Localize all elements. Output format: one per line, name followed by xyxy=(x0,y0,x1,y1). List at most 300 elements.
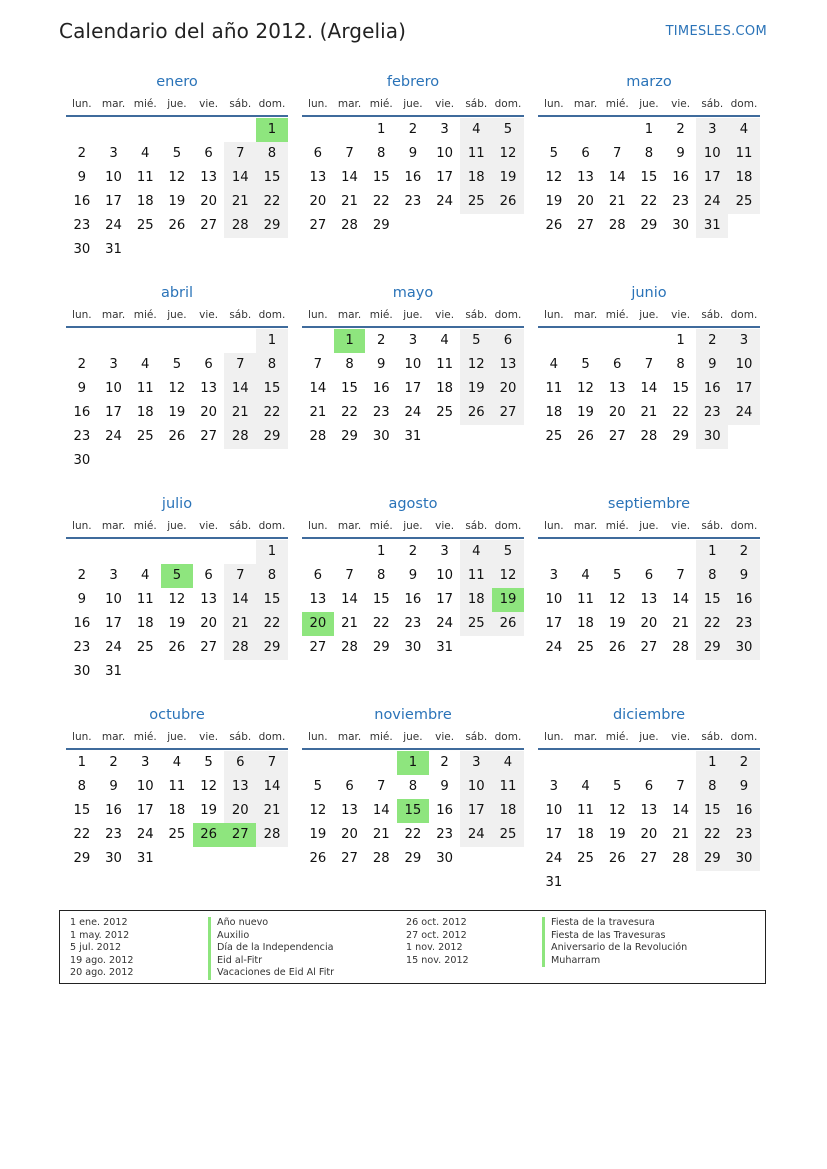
weekend-day-cell: 16 xyxy=(728,588,760,612)
day-cell: 11 xyxy=(545,381,563,396)
day-cell: 9 xyxy=(109,779,118,794)
day-cell: 10 xyxy=(436,568,453,583)
weekend-day-cell: 5 xyxy=(492,540,524,564)
week-row xyxy=(302,214,524,238)
day-cell: 8 xyxy=(377,146,386,161)
empty-day-cell xyxy=(492,425,524,449)
weekday-label: mar. xyxy=(337,731,362,743)
day-cell: 24 xyxy=(545,851,563,866)
weekday-label: mié. xyxy=(133,98,157,110)
month-name: febrero xyxy=(386,74,440,90)
day-cell: 11 xyxy=(136,592,154,607)
day-cell: 18 xyxy=(577,827,594,842)
day-cell: 28 xyxy=(608,218,626,233)
site-link[interactable]: TIMESLES.COM xyxy=(665,24,767,39)
day-cell: 29 xyxy=(640,218,658,233)
day-cell: 15 xyxy=(372,170,390,185)
day-cell: 29 xyxy=(672,429,689,444)
empty-day-cell xyxy=(728,871,760,895)
day-cell: 6 xyxy=(313,146,323,161)
weekday-label: dom. xyxy=(494,98,522,110)
empty-day-cell xyxy=(633,329,665,353)
day-cell: 5 xyxy=(172,146,182,161)
day-cell: 19 xyxy=(168,405,186,420)
week-row xyxy=(538,847,760,871)
month-enero xyxy=(66,72,288,262)
empty-day-cell xyxy=(161,329,193,353)
empty-day-cell xyxy=(302,329,334,353)
weekend-day-cell: 22 xyxy=(696,612,728,636)
day-cell: 13 xyxy=(341,803,358,818)
weekend-day-cell: 28 xyxy=(256,823,288,847)
day-cell: 23 xyxy=(73,429,91,444)
day-cell: 26 xyxy=(545,218,563,233)
month-name: octubre xyxy=(149,707,205,723)
weekday-label: mar. xyxy=(337,309,362,321)
weekend-day-cell: 6 xyxy=(492,329,524,353)
week-row xyxy=(66,214,288,238)
day-cell: 16 xyxy=(372,381,390,396)
week-row xyxy=(302,377,524,401)
weekday-label: dom. xyxy=(494,309,522,321)
day-cell: 28 xyxy=(372,851,390,866)
day-cell: 21 xyxy=(608,194,626,209)
day-cell: 1 xyxy=(377,544,386,559)
day-cell: 14 xyxy=(672,803,689,818)
day-cell: 19 xyxy=(608,616,626,631)
day-cell: 6 xyxy=(644,568,654,583)
day-cell: 5 xyxy=(613,568,622,583)
week-row xyxy=(302,401,524,425)
month-name: marzo xyxy=(626,74,672,90)
week-row xyxy=(66,540,288,564)
day-cell: 23 xyxy=(372,405,390,420)
day-cell: 22 xyxy=(672,405,689,420)
weekday-header xyxy=(302,93,524,117)
empty-day-cell xyxy=(224,660,256,684)
empty-day-cell xyxy=(129,238,161,262)
legend-entry: Muharram xyxy=(542,955,687,968)
weekday-label: mar. xyxy=(573,98,598,110)
day-cell: 30 xyxy=(73,664,91,679)
legend-entry: Aniversario de la Revolución xyxy=(542,942,687,955)
weekend-day-cell: 4 xyxy=(460,118,492,142)
day-cell: 28 xyxy=(341,218,358,233)
empty-day-cell xyxy=(633,540,665,564)
empty-day-cell xyxy=(334,751,366,775)
weekday-label: mié. xyxy=(369,731,393,743)
day-cell: 29 xyxy=(73,851,91,866)
day-cell: 8 xyxy=(77,779,87,794)
weekday-label: mié. xyxy=(369,98,393,110)
legend-entry: 26 oct. 2012 xyxy=(406,917,467,928)
day-cell: 2 xyxy=(109,755,118,770)
week-row xyxy=(538,636,760,660)
week-row xyxy=(66,775,288,799)
day-cell: 18 xyxy=(136,405,154,420)
weekend-day-cell: 29 xyxy=(696,636,728,660)
day-cell: 31 xyxy=(545,875,563,890)
day-cell: 4 xyxy=(141,146,150,161)
weekday-label: vie. xyxy=(671,520,691,532)
day-cell: 23 xyxy=(404,194,422,209)
day-cell: 23 xyxy=(672,194,689,209)
day-cell: 13 xyxy=(309,170,327,185)
day-cell: 9 xyxy=(676,146,685,161)
weekend-day-cell: 8 xyxy=(256,142,288,166)
day-cell: 31 xyxy=(105,242,122,257)
weekend-day-cell: 24 xyxy=(728,401,760,425)
empty-day-cell xyxy=(302,540,334,564)
weekday-label: dom. xyxy=(258,309,286,321)
day-cell: 9 xyxy=(77,170,87,185)
legend-entry: Auxilio xyxy=(208,930,334,943)
day-cell: 10 xyxy=(105,170,122,185)
day-cell: 2 xyxy=(408,122,418,137)
legend-dates-col1 xyxy=(70,917,133,980)
day-cell: 27 xyxy=(309,218,327,233)
day-cell: 2 xyxy=(440,755,449,770)
day-cell: 8 xyxy=(408,779,418,794)
day-cell: 21 xyxy=(372,827,390,842)
weekday-label: mié. xyxy=(133,520,157,532)
weekend-day-cell: 14 xyxy=(224,377,256,401)
weekend-day-cell: 25 xyxy=(460,190,492,214)
weekday-header xyxy=(66,726,288,750)
weekday-label: jue. xyxy=(639,520,659,532)
day-cell: 15 xyxy=(341,381,358,396)
day-cell: 20 xyxy=(341,827,358,842)
day-cell: 28 xyxy=(672,851,689,866)
weekday-label: sáb. xyxy=(701,520,724,532)
weekend-day-cell: 7 xyxy=(224,142,256,166)
weekend-day-cell: 25 xyxy=(728,190,760,214)
empty-day-cell xyxy=(193,660,225,684)
day-cell: 4 xyxy=(581,568,590,583)
weekday-label: sáb. xyxy=(701,98,724,110)
empty-day-cell xyxy=(334,540,366,564)
day-cell: 7 xyxy=(676,568,685,583)
weekend-day-cell: 29 xyxy=(256,636,288,660)
empty-day-cell xyxy=(98,329,130,353)
day-cell: 20 xyxy=(200,616,217,631)
weekend-day-cell: 11 xyxy=(728,142,760,166)
month-diciembre xyxy=(538,705,760,895)
legend-entry: 15 nov. 2012 xyxy=(406,954,469,966)
weekday-label: mié. xyxy=(133,731,157,743)
day-cell: 7 xyxy=(613,146,622,161)
day-cell: 9 xyxy=(408,568,418,583)
day-cell: 12 xyxy=(608,803,626,818)
weekend-day-cell: 14 xyxy=(256,775,288,799)
empty-day-cell xyxy=(601,118,633,142)
empty-day-cell xyxy=(129,449,161,473)
day-cell: 3 xyxy=(109,357,118,372)
weekday-label: sáb. xyxy=(229,309,252,321)
weekday-label: mar. xyxy=(101,98,126,110)
day-cell: 8 xyxy=(644,146,654,161)
day-cell: 14 xyxy=(640,381,658,396)
week-row xyxy=(302,166,524,190)
day-cell: 30 xyxy=(436,851,453,866)
weekday-label: vie. xyxy=(671,309,691,321)
week-row xyxy=(66,401,288,425)
week-row xyxy=(538,353,760,377)
empty-day-cell xyxy=(570,118,602,142)
weekend-day-cell: 5 xyxy=(492,118,524,142)
weekday-label: dom. xyxy=(730,731,758,743)
holiday-day-cell: 5 xyxy=(161,564,193,588)
weekend-day-cell: 10 xyxy=(728,353,760,377)
day-cell: 21 xyxy=(341,194,358,209)
day-cell: 13 xyxy=(608,381,626,396)
day-cell: 22 xyxy=(372,616,390,631)
weekend-day-cell: 14 xyxy=(224,166,256,190)
weekend-day-cell: 20 xyxy=(224,799,256,823)
day-cell: 2 xyxy=(676,122,685,137)
day-cell: 15 xyxy=(640,170,658,185)
weekday-label: lun. xyxy=(544,731,564,743)
day-cell: 9 xyxy=(408,146,418,161)
day-cell: 31 xyxy=(404,429,422,444)
day-cell: 10 xyxy=(545,592,563,607)
day-cell: 6 xyxy=(644,779,654,794)
weekend-day-cell: 23 xyxy=(696,401,728,425)
weekend-day-cell: 12 xyxy=(460,353,492,377)
day-cell: 20 xyxy=(200,405,217,420)
holiday-day-cell: 26 xyxy=(193,823,225,847)
day-cell: 25 xyxy=(436,405,453,420)
holiday-day-cell: 1 xyxy=(334,329,366,353)
weekend-day-cell: 17 xyxy=(696,166,728,190)
day-cell: 1 xyxy=(676,333,685,348)
empty-day-cell xyxy=(129,660,161,684)
month-name: junio xyxy=(631,285,667,301)
day-cell: 16 xyxy=(73,616,91,631)
week-row xyxy=(302,190,524,214)
day-cell: 1 xyxy=(77,755,87,770)
weekend-day-cell: 19 xyxy=(460,377,492,401)
weekend-day-cell: 30 xyxy=(728,847,760,871)
day-cell: 11 xyxy=(577,592,594,607)
empty-day-cell xyxy=(224,118,256,142)
weekday-label: vie. xyxy=(199,98,219,110)
weekend-day-cell: 15 xyxy=(256,166,288,190)
weekend-day-cell: 12 xyxy=(492,564,524,588)
day-cell: 6 xyxy=(204,146,213,161)
weekend-day-cell: 23 xyxy=(728,612,760,636)
day-cell: 20 xyxy=(200,194,217,209)
month-septiembre xyxy=(538,494,760,660)
weekday-label: sáb. xyxy=(229,520,252,532)
weekday-label: lun. xyxy=(308,309,328,321)
empty-day-cell xyxy=(161,118,193,142)
day-cell: 18 xyxy=(545,405,563,420)
empty-day-cell xyxy=(98,540,130,564)
empty-day-cell xyxy=(224,540,256,564)
day-cell: 25 xyxy=(577,851,594,866)
empty-day-cell xyxy=(492,847,524,871)
day-cell: 25 xyxy=(136,429,154,444)
empty-day-cell xyxy=(538,751,570,775)
weekday-label: jue. xyxy=(403,98,423,110)
weekend-day-cell: 23 xyxy=(728,823,760,847)
weekday-label: mar. xyxy=(337,520,362,532)
weekend-day-cell: 21 xyxy=(224,401,256,425)
weekday-label: jue. xyxy=(167,309,187,321)
day-cell: 10 xyxy=(105,381,122,396)
day-cell: 17 xyxy=(404,381,422,396)
week-row xyxy=(538,190,760,214)
day-cell: 4 xyxy=(581,779,590,794)
day-cell: 25 xyxy=(545,429,563,444)
day-cell: 19 xyxy=(545,194,563,209)
weekday-label: mar. xyxy=(337,98,362,110)
weekend-day-cell: 21 xyxy=(224,190,256,214)
empty-day-cell xyxy=(129,118,161,142)
day-cell: 24 xyxy=(105,218,122,233)
day-cell: 24 xyxy=(136,827,154,842)
empty-day-cell xyxy=(161,660,193,684)
weekday-header xyxy=(538,304,760,328)
weekend-day-cell: 2 xyxy=(696,329,728,353)
day-cell: 20 xyxy=(577,194,594,209)
weekend-day-cell: 26 xyxy=(460,401,492,425)
weekend-day-cell: 22 xyxy=(256,401,288,425)
day-cell: 12 xyxy=(168,592,186,607)
month-name: abril xyxy=(160,285,194,301)
day-cell: 30 xyxy=(73,453,91,468)
week-row xyxy=(538,214,760,238)
day-cell: 27 xyxy=(309,640,327,655)
day-cell: 6 xyxy=(204,357,213,372)
day-cell: 14 xyxy=(672,592,689,607)
day-cell: 18 xyxy=(136,194,154,209)
holiday-day-cell: 1 xyxy=(397,751,429,775)
weekday-label: vie. xyxy=(671,731,691,743)
weekday-label: jue. xyxy=(639,98,659,110)
weekend-day-cell: 1 xyxy=(256,329,288,353)
day-cell: 9 xyxy=(377,357,386,372)
week-row xyxy=(302,588,524,612)
weekend-day-cell: 5 xyxy=(460,329,492,353)
weekend-day-cell: 22 xyxy=(696,823,728,847)
day-cell: 7 xyxy=(345,568,354,583)
day-cell: 15 xyxy=(73,803,91,818)
day-cell: 24 xyxy=(105,640,122,655)
month-abril xyxy=(66,283,288,473)
legend-entry: Eid al-Fitr xyxy=(208,955,334,968)
weekday-header xyxy=(538,515,760,539)
day-cell: 31 xyxy=(436,640,453,655)
day-cell: 8 xyxy=(345,357,354,372)
weekday-label: vie. xyxy=(199,731,219,743)
empty-day-cell xyxy=(601,329,633,353)
weekend-day-cell: 6 xyxy=(224,751,256,775)
day-cell: 17 xyxy=(436,592,453,607)
day-cell: 28 xyxy=(341,640,358,655)
weekday-header xyxy=(302,515,524,539)
empty-day-cell xyxy=(256,847,288,871)
weekday-label: mar. xyxy=(101,520,126,532)
week-row xyxy=(66,190,288,214)
day-cell: 28 xyxy=(672,640,689,655)
day-cell: 22 xyxy=(341,405,358,420)
empty-day-cell xyxy=(193,449,225,473)
day-cell: 22 xyxy=(73,827,91,842)
week-row xyxy=(538,588,760,612)
month-name: septiembre xyxy=(607,496,691,512)
holiday-legend xyxy=(59,910,766,984)
weekend-day-cell: 1 xyxy=(256,540,288,564)
week-row xyxy=(302,142,524,166)
weekday-label: dom. xyxy=(258,731,286,743)
day-cell: 20 xyxy=(640,616,658,631)
weekend-day-cell: 18 xyxy=(492,799,524,823)
weekend-day-cell: 18 xyxy=(460,588,492,612)
week-row xyxy=(66,588,288,612)
weekend-day-cell: 8 xyxy=(696,775,728,799)
empty-day-cell xyxy=(256,660,288,684)
week-row xyxy=(302,353,524,377)
day-cell: 16 xyxy=(73,405,91,420)
day-cell: 8 xyxy=(676,357,685,372)
weekend-day-cell: 15 xyxy=(696,588,728,612)
day-cell: 19 xyxy=(168,616,186,631)
day-cell: 21 xyxy=(341,616,358,631)
day-cell: 5 xyxy=(313,779,323,794)
day-cell: 30 xyxy=(73,242,91,257)
day-cell: 26 xyxy=(608,851,626,866)
weekend-day-cell: 7 xyxy=(224,353,256,377)
weekend-day-cell: 21 xyxy=(224,612,256,636)
weekday-label: lun. xyxy=(308,520,328,532)
day-cell: 6 xyxy=(345,779,354,794)
weekend-day-cell: 8 xyxy=(696,564,728,588)
day-cell: 5 xyxy=(172,357,182,372)
weekend-day-cell: 18 xyxy=(460,166,492,190)
weekend-day-cell: 12 xyxy=(492,142,524,166)
day-cell: 10 xyxy=(545,803,563,818)
weekday-label: jue. xyxy=(639,309,659,321)
day-cell: 26 xyxy=(168,429,186,444)
day-cell: 30 xyxy=(672,218,689,233)
weekday-label: sáb. xyxy=(465,98,488,110)
weekday-label: mié. xyxy=(605,731,629,743)
empty-day-cell xyxy=(66,540,98,564)
day-cell: 3 xyxy=(549,779,559,794)
empty-day-cell xyxy=(302,751,334,775)
weekday-label: lun. xyxy=(544,98,564,110)
weekday-label: jue. xyxy=(403,731,423,743)
day-cell: 6 xyxy=(313,568,323,583)
month-agosto xyxy=(302,494,524,660)
day-cell: 2 xyxy=(377,333,386,348)
empty-day-cell xyxy=(492,214,524,238)
day-cell: 9 xyxy=(77,592,87,607)
weekday-header xyxy=(538,726,760,750)
week-row xyxy=(66,847,288,871)
day-cell: 29 xyxy=(372,218,390,233)
empty-day-cell xyxy=(570,329,602,353)
day-cell: 4 xyxy=(440,333,449,348)
day-cell: 23 xyxy=(73,218,91,233)
empty-day-cell xyxy=(570,751,602,775)
empty-day-cell xyxy=(66,118,98,142)
week-row xyxy=(66,449,288,473)
weekend-day-cell: 16 xyxy=(696,377,728,401)
day-cell: 20 xyxy=(309,194,327,209)
